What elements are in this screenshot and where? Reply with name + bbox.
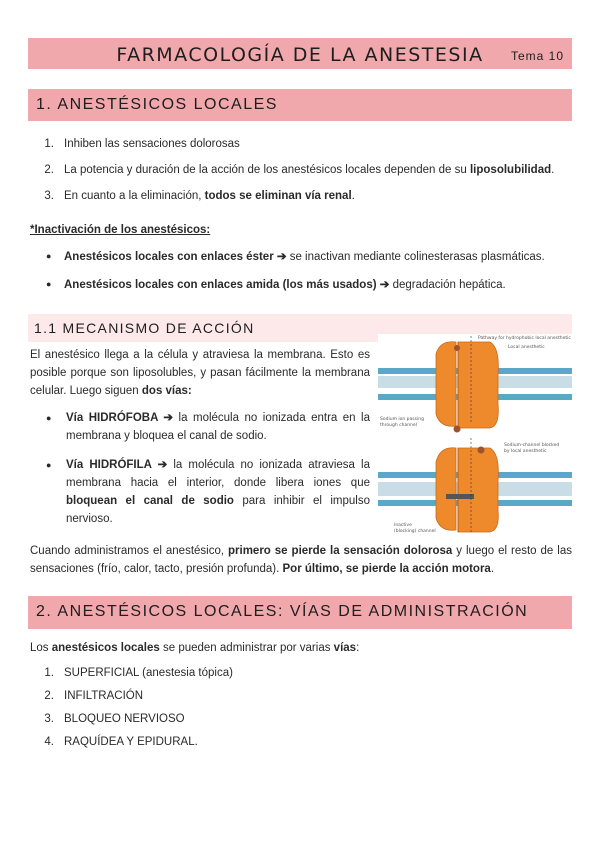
list-number: 2.	[44, 164, 54, 176]
list-number: 1.	[44, 667, 54, 679]
list-number: 2.	[44, 690, 54, 702]
list-item: En cuanto a la eliminación, todos se eliminan vía renal.	[64, 190, 355, 202]
channel-left-bottom	[436, 448, 456, 530]
section-1-1-title: 1.1 MECANISMO DE ACCIÓN	[34, 320, 255, 336]
list-number: 3.	[44, 190, 54, 202]
title-bar	[28, 38, 572, 69]
inactivation-title: *Inactivación de los anestésicos:	[30, 224, 211, 236]
list-item: La potencia y duración de la acción de los anestésicos locales dependen de su liposolubilidad.	[64, 164, 555, 176]
channel-right-top	[458, 342, 498, 428]
section-2-title: 2. ANESTÉSICOS LOCALES: VÍAS DE ADMINISTRACIÓN	[36, 603, 529, 620]
via-hidrofoba: Vía HIDRÓFOBA ➔ la molécula no ionizada entra en la membrana y bloquea el canal de sodio.	[66, 412, 370, 442]
svg-text:Sodium-channel blocked: Sodium-channel blocked	[504, 443, 560, 448]
svg-text:Inactive: Inactive	[394, 523, 412, 528]
list-item: SUPERFICIAL (anestesia tópica)	[64, 667, 233, 679]
via-hidrofila: Vía HIDRÓFILA ➔ la molécula no ionizada atraviesa la membrana hacia el interior, donde libera iones que bloquean el canal de sodio para inhibir el impulso nervioso.	[66, 459, 370, 525]
list-item: Anestésicos locales con enlaces éster ➔ se inactivan mediante colinesterasas plasmáticas.	[64, 251, 545, 263]
svg-text:Sodium ion passing: Sodium ion passing	[380, 417, 424, 422]
section-2-header	[28, 596, 572, 629]
svg-text:Local anesthetic: Local anesthetic	[508, 345, 545, 350]
channel-left-top	[436, 342, 456, 427]
admin-intro: Los anestésicos locales se pueden administrar por varias vías:	[30, 642, 360, 654]
section-1-title: 1. ANESTÉSICOS LOCALES	[36, 96, 278, 113]
bullet-icon: ●	[46, 279, 52, 289]
list-item: Anestésicos locales con enlaces amida (los más usados) ➔ degradación hepática.	[64, 279, 506, 291]
svg-text:by local anesthetic: by local anesthetic	[504, 449, 547, 454]
svg-text:(blocking) channel: (blocking) channel	[394, 529, 436, 534]
svg-text:Pathway for hydrophobic local: Pathway for hydrophobic local anesthetic	[478, 336, 571, 341]
list-number: 3.	[44, 713, 54, 725]
list-item: Inhiben las sensaciones dolorosas	[64, 138, 240, 150]
bullet-icon: ●	[46, 413, 52, 423]
channel-right-bottom	[458, 448, 498, 532]
list-item: BLOQUEO NERVIOSO	[64, 713, 185, 725]
list-item: RAQUÍDEA Y EPIDURAL.	[64, 736, 198, 748]
list-item: INFILTRACIÓN	[64, 690, 144, 702]
page-title: FARMACOLOGÍA DE LA ANESTESIA	[116, 44, 484, 66]
mechanism-intro: El anestésico llega a la célula y atraviesa la membrana. Esto es posible porque son liposolubles, y pasan fácilmente la membrana celular. Luego siguen dos vías:	[30, 349, 370, 397]
mechanism-conclusion: Cuando administramos el anestésico, primero se pierde la sensación dolorosa y luego el resto de las sensaciones (frío, calor, tacto, presión profunda). Por último, se pierde la acción motora.	[30, 545, 572, 575]
list-number: 4.	[44, 736, 54, 748]
tema-label: Tema 10	[510, 49, 564, 63]
bullet-icon: ●	[46, 460, 52, 470]
sodium-channel-diagram	[378, 334, 572, 544]
list-number: 1.	[44, 138, 54, 150]
section-1-header	[28, 89, 572, 121]
bullet-icon: ●	[46, 251, 52, 261]
svg-text:through channel: through channel	[380, 423, 417, 428]
